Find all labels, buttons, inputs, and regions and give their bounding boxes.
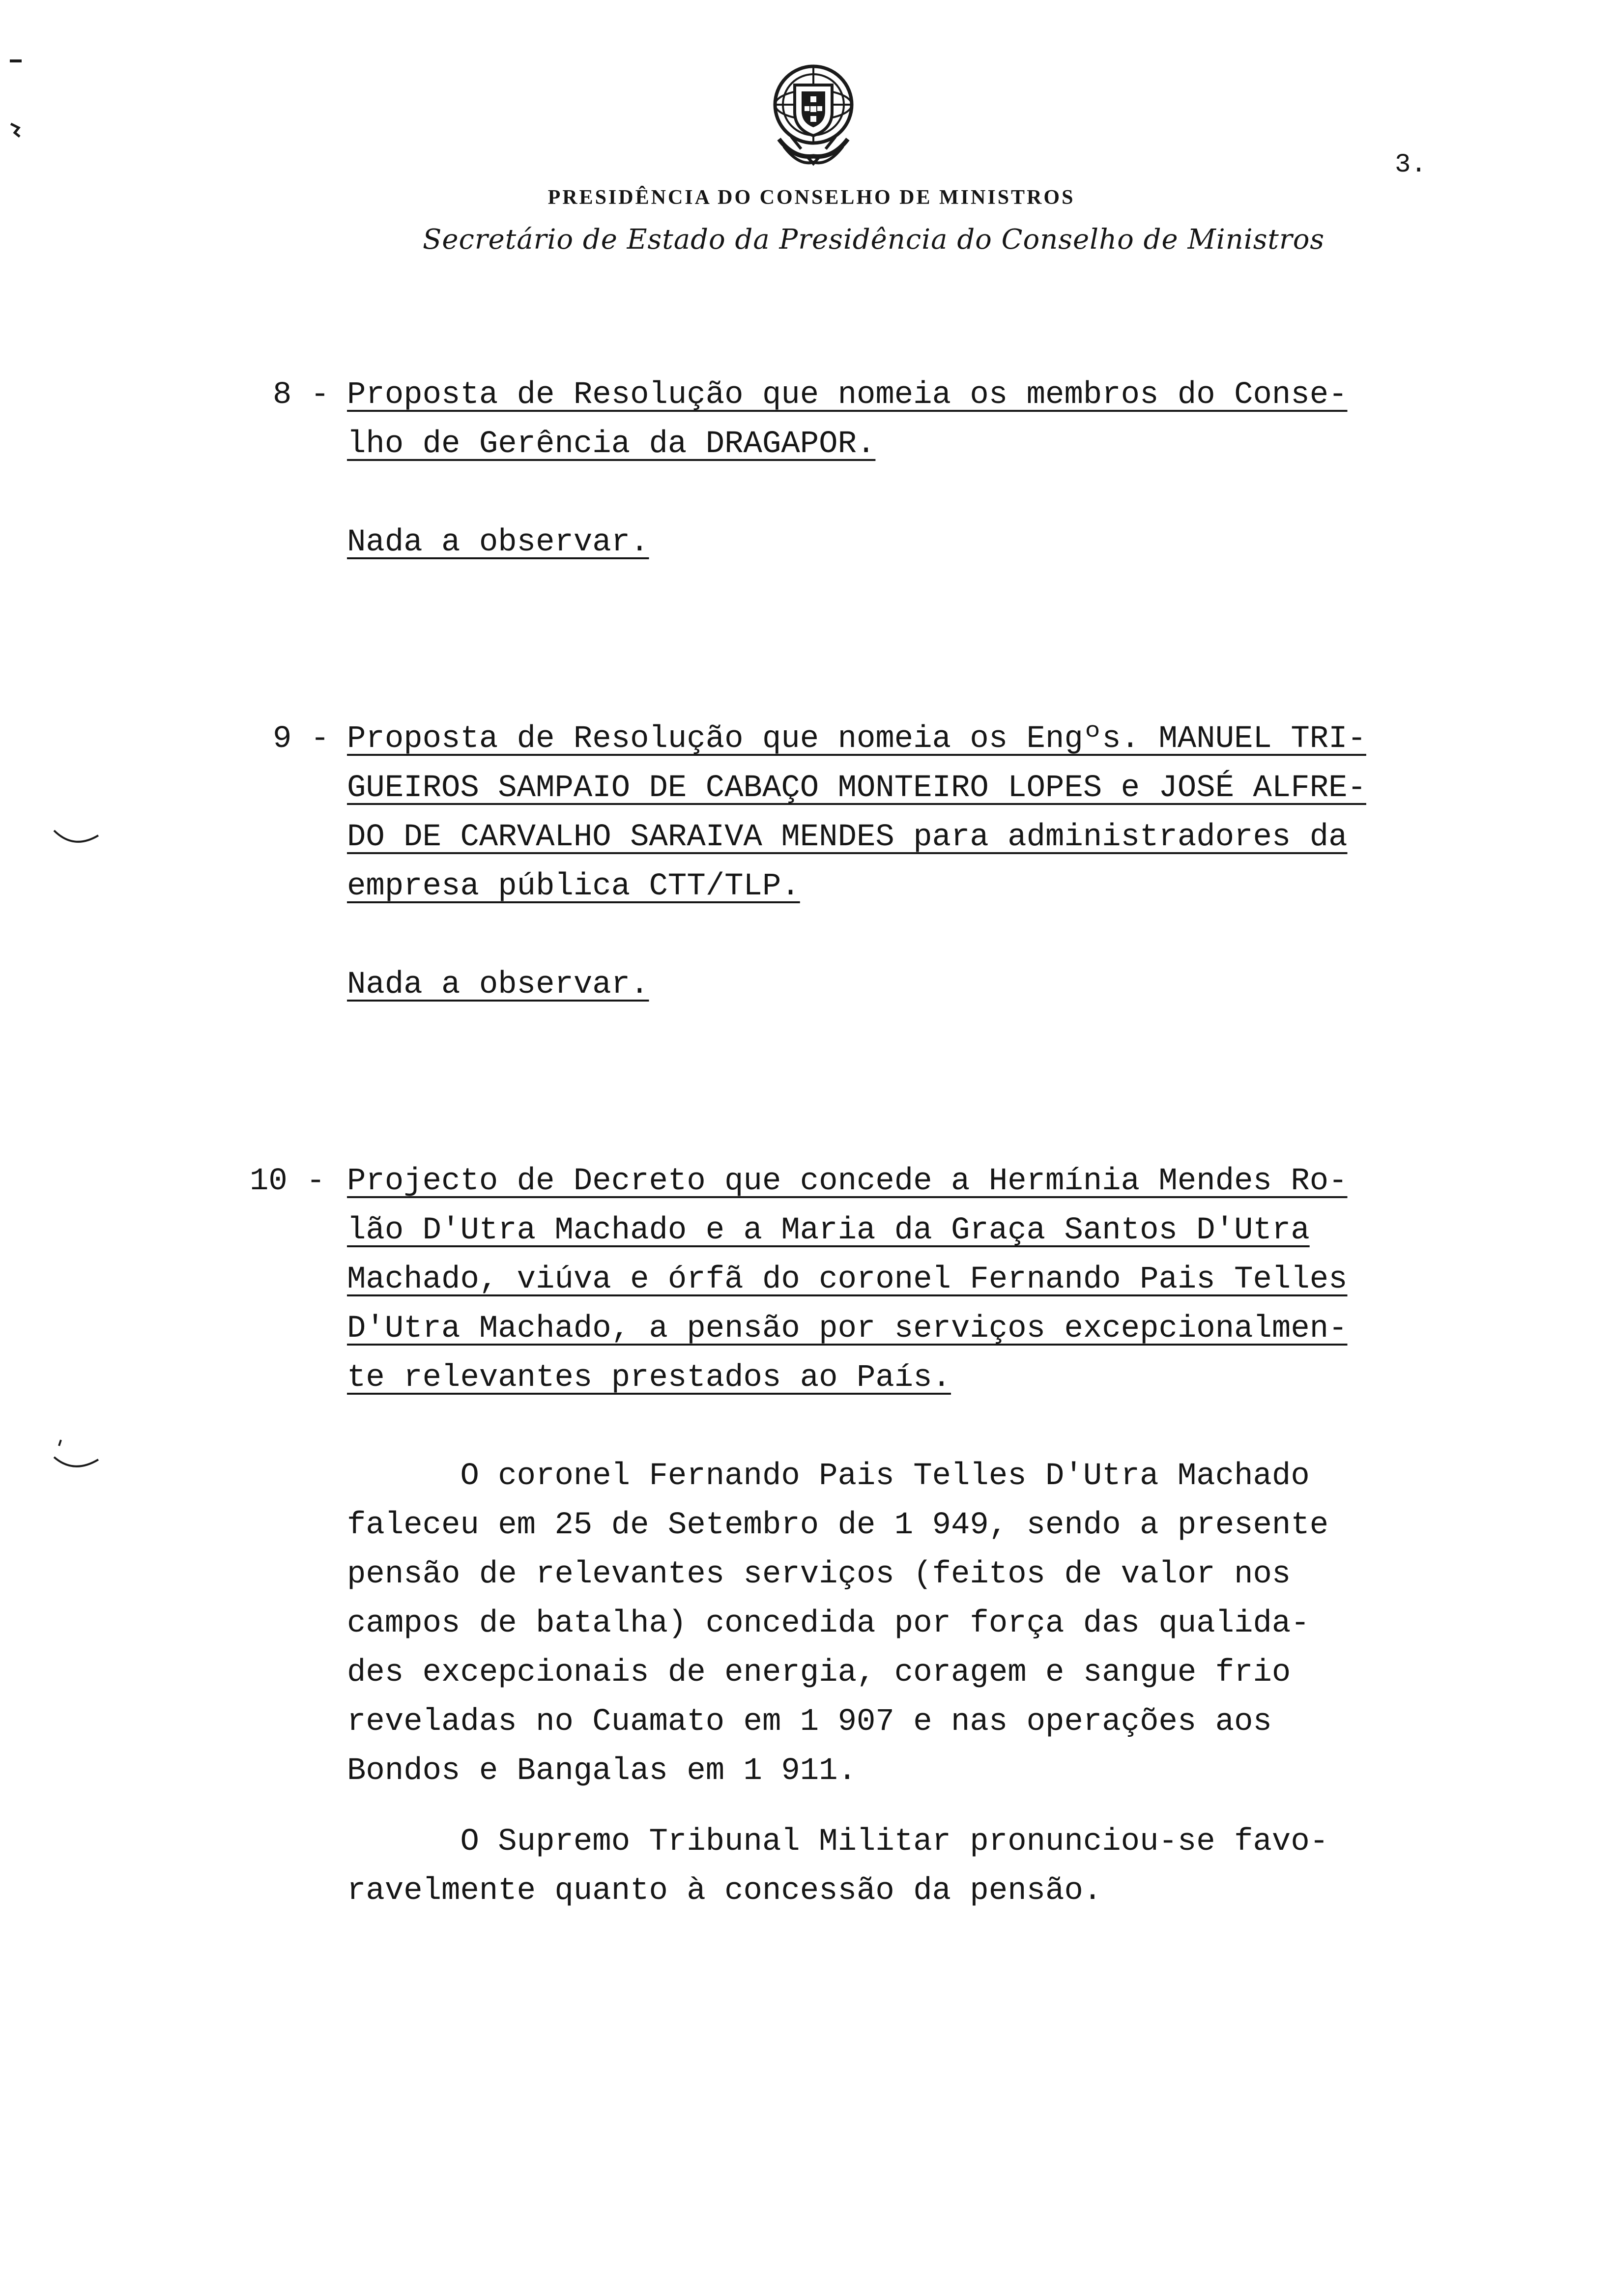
- paragraph-line: O Supremo Tribunal Militar pronunciou-se favo-: [347, 1824, 1329, 1860]
- item-title-line: GUEIROS SAMPAIO DE CABAÇO MONTEIRO LOPES e JOSÉ ALFRE-: [347, 771, 1366, 806]
- coat-of-arms-seal: [764, 58, 863, 169]
- item-title-line: Projecto de Decreto que concede a Hermínia Mendes Ro-: [347, 1164, 1348, 1199]
- item-title-line: Machado, viúva e órfã do coronel Fernando Pais Telles: [347, 1262, 1348, 1297]
- paragraph-line: Bondos e Bangalas em 1 911.: [347, 1753, 857, 1789]
- item-remark: Nada a observar.: [347, 525, 649, 560]
- item-number: 8 -: [273, 377, 330, 413]
- paragraph-line: reveladas no Cuamato em 1 907 e nas operações aos: [347, 1704, 1272, 1740]
- item-title-line: lho de Gerência da DRAGAPOR.: [347, 427, 876, 462]
- margin-punch-mark: [49, 826, 103, 855]
- item-title-line: te relevantes prestados ao País.: [347, 1360, 951, 1396]
- item-title-line: lão D'Utra Machado e a Maria da Graça Santos D'Utra: [347, 1213, 1310, 1248]
- item-title-line: DO DE CARVALHO SARAIVA MENDES para administradores da: [347, 820, 1348, 855]
- header-title: PRESIDÊNCIA DO CONSELHO DE MINISTROS: [547, 186, 1075, 209]
- paragraph-line: campos de batalha) concedida por força das qualida-: [347, 1606, 1310, 1641]
- paragraph-line: O coronel Fernando Pais Telles D'Utra Machado: [347, 1459, 1310, 1494]
- paragraph-line: pensão de relevantes serviços (feitos de valor nos: [347, 1557, 1291, 1592]
- item-title-line: D'Utra Machado, a pensão por serviços excepcionalmen-: [347, 1311, 1348, 1347]
- header-subtitle: Secretário de Estado da Presidência do Conselho de Ministros: [423, 224, 1325, 256]
- item-remark: Nada a observar.: [347, 967, 649, 1003]
- margin-punch-mark: [49, 1435, 103, 1479]
- item-number: 10 -: [250, 1164, 325, 1199]
- margin-mark: [5, 54, 29, 152]
- paragraph-line: faleceu em 25 de Setembro de 1 949, sendo a presente: [347, 1508, 1329, 1543]
- paragraph-line: ravelmente quanto à concessão da pensão.: [347, 1873, 1102, 1909]
- item-number: 9 -: [273, 721, 330, 757]
- item-title-line: Proposta de Resolução que nomeia os Engºs. MANUEL TRI-: [347, 721, 1366, 757]
- page-number: 3.: [1395, 150, 1427, 180]
- item-title-line: empresa pública CTT/TLP.: [347, 869, 800, 904]
- paragraph-line: des excepcionais de energia, coragem e sangue frio: [347, 1655, 1291, 1691]
- item-title-line: Proposta de Resolução que nomeia os membros do Conse-: [347, 377, 1348, 413]
